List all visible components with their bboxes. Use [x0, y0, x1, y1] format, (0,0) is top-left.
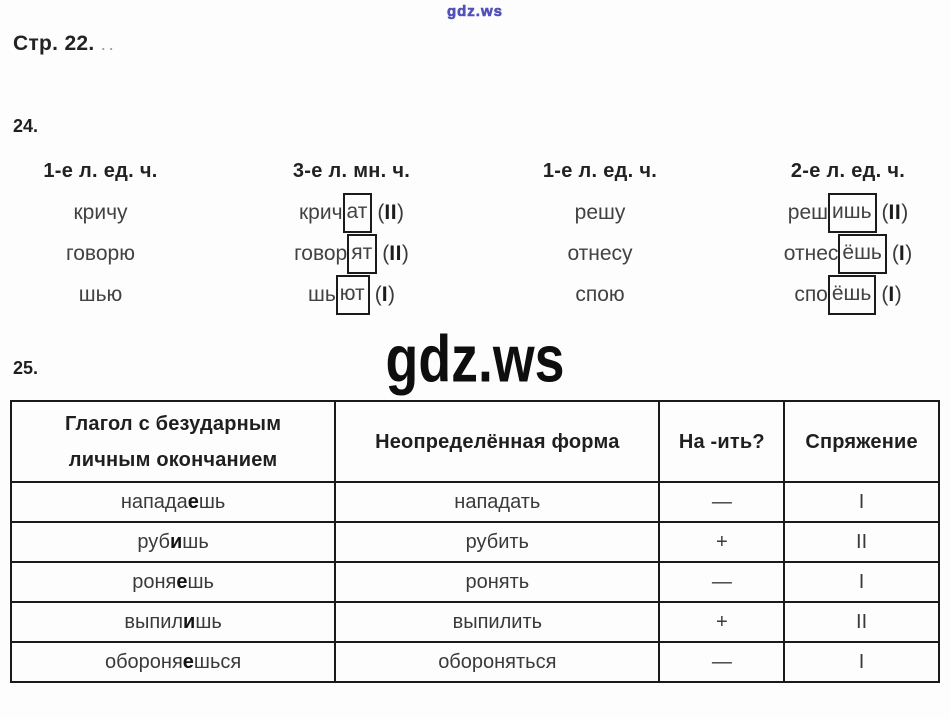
infinitive-cell: выпилить	[335, 602, 659, 642]
conjugation-mark: (II)	[377, 200, 405, 224]
boxed-ending: ят	[347, 234, 377, 274]
conjugation-table	[10, 400, 940, 683]
conjugation-mark: (II)	[382, 241, 409, 265]
stressed-letter: е	[176, 570, 188, 593]
table-row	[11, 522, 939, 562]
watermark-top: gdz.ws	[446, 3, 503, 20]
table-row	[11, 602, 939, 642]
conjugated-word	[746, 233, 950, 274]
verb-word: кричу	[73, 200, 128, 224]
verb-word: отнесу	[567, 241, 633, 265]
table-row	[11, 562, 939, 602]
verb-cell: рубишь	[11, 522, 335, 562]
page-heading-text: Стр. 22.	[13, 32, 95, 55]
verb-cell: роняешь	[11, 562, 335, 602]
verb-cell: обороняешься	[11, 642, 335, 682]
ex24-col4-header: 2-е л. ед. ч.	[790, 159, 906, 182]
ity-cell: +	[659, 602, 784, 642]
ex24-col1-header: 1-е л. ед. ч.	[43, 159, 158, 182]
ity-cell: +	[659, 522, 784, 562]
conjugation-mark: (I)	[374, 282, 396, 306]
infinitive-cell: обороняться	[335, 642, 659, 682]
ity-cell: —	[659, 562, 784, 602]
ex24-column-3	[476, 150, 724, 315]
verb-word: говорю	[66, 241, 135, 265]
watermark-large: gdz.ws	[385, 322, 565, 396]
ex24-column-1	[0, 150, 227, 315]
exercise-25-number: 25.	[13, 358, 39, 378]
verb-cell: нападаешь	[11, 482, 335, 522]
boxed-ending: ат	[343, 193, 373, 233]
conjugated-word	[227, 274, 476, 315]
word-stem: реш	[787, 200, 828, 224]
table-row	[11, 482, 939, 522]
word-stem: шь	[307, 282, 336, 306]
word-stem: крич	[298, 200, 343, 224]
infinitive-cell: ронять	[335, 562, 659, 602]
table-row	[11, 642, 939, 682]
ex24-col2-header: 3-е л. мн. ч.	[292, 159, 411, 182]
conjugated-word	[227, 233, 476, 274]
conjugated-word	[746, 274, 950, 315]
boxed-ending: ишь	[828, 193, 877, 233]
ity-cell: —	[659, 642, 784, 682]
conjugation-mark: (I)	[891, 241, 913, 265]
word-stem: говор	[294, 241, 348, 265]
verb-word: решу	[574, 200, 626, 224]
header-verb-unstressed: Глагол с безударным личным окончанием	[11, 401, 335, 482]
ity-cell: —	[659, 482, 784, 522]
ex24-column-2	[227, 150, 476, 315]
conjugated-word	[746, 192, 950, 233]
table-header-row	[11, 401, 939, 482]
header-ity-question: На -ить?	[659, 401, 784, 482]
conjugated-word	[227, 192, 476, 233]
conjugation-mark: (II)	[881, 200, 909, 224]
boxed-ending: ёшь	[828, 275, 876, 315]
verb-word: шью	[78, 282, 123, 306]
stressed-letter: и	[183, 610, 196, 633]
conjugation-cell: I	[784, 562, 939, 602]
scan-artifact-dots: . .	[101, 38, 114, 53]
word-stem: отнес	[783, 241, 839, 265]
page-heading	[13, 32, 113, 56]
stressed-letter: е	[182, 650, 194, 673]
exercise-24-number: 24.	[13, 116, 39, 136]
verb-cell: выпилишь	[11, 602, 335, 642]
header-infinitive: Неопределённая форма	[335, 401, 659, 482]
boxed-ending: ют	[336, 275, 370, 315]
stressed-letter: и	[169, 530, 183, 553]
stressed-letter: е	[187, 490, 199, 513]
infinitive-cell: рубить	[335, 522, 659, 562]
infinitive-cell: нападать	[335, 482, 659, 522]
conjugation-cell: II	[784, 602, 939, 642]
conjugation-mark: (I)	[881, 282, 902, 306]
verb-word: спою	[575, 282, 625, 306]
ex24-column-4	[724, 150, 950, 315]
ex24-col3-header: 1-е л. ед. ч.	[542, 159, 658, 182]
conjugation-cell: II	[784, 522, 939, 562]
exercise-24-columns	[0, 150, 950, 315]
conjugation-cell: I	[784, 642, 939, 682]
boxed-ending: ёшь	[838, 234, 886, 274]
header-conjugation: Спряжение	[784, 401, 939, 482]
word-stem: спо	[794, 282, 828, 306]
conjugation-cell: I	[784, 482, 939, 522]
